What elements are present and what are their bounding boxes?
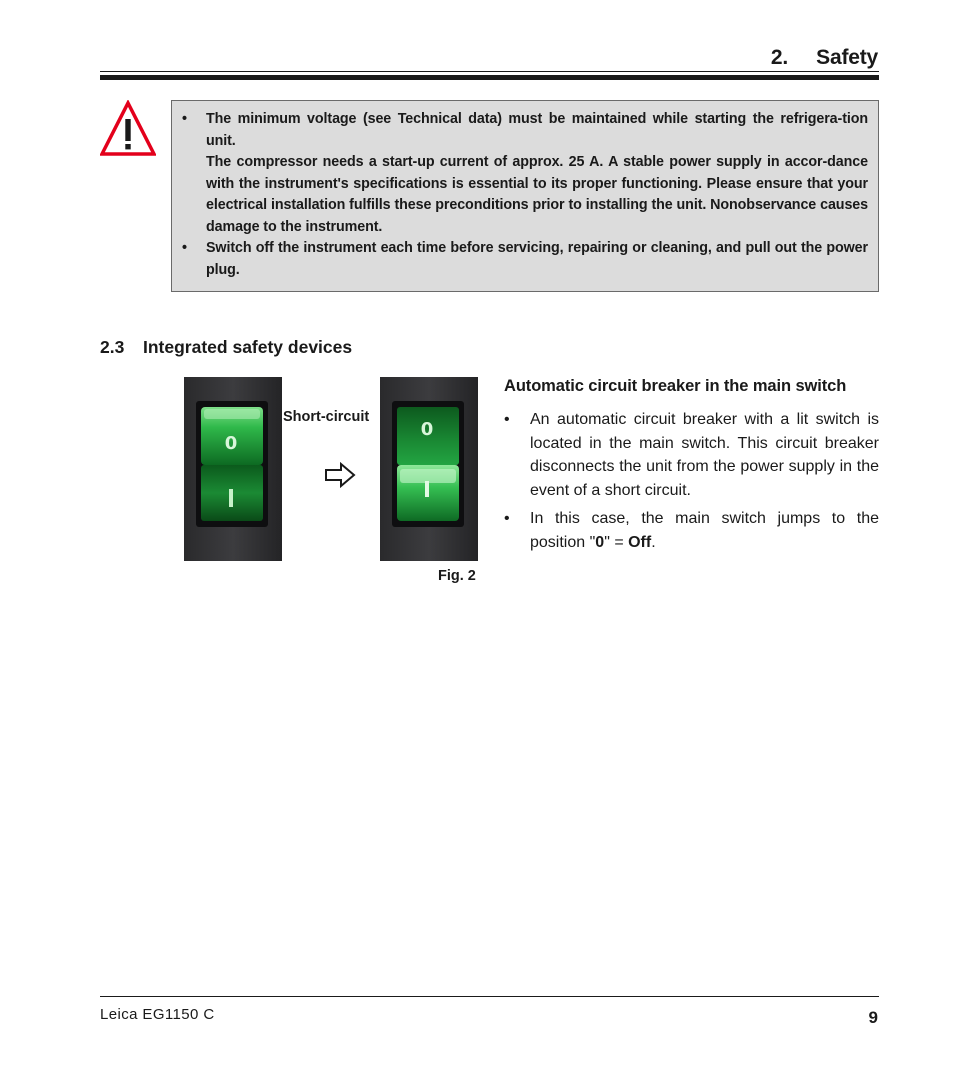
- warning-item-continuation: The compressor needs a start-up current of approx. 25 A. A stable power supply in accor-dance with the instrument's specifications is essential to its proper functioning. Please ensure that your electrical installation fulfills these preconditions prior to installing the unit. Nonobservance causes damage to the instrument.: [206, 154, 868, 235]
- warning-box: [171, 100, 879, 292]
- bullet-item: • An automatic circuit breaker with a lit switch is located in the main switch. This circuit breaker disconnects the unit from the power supply in the event of a short circuit.: [504, 408, 879, 502]
- footer-rule: [100, 996, 879, 997]
- switch-symbol-0: 0: [224, 433, 238, 454]
- header-rule-thick: [100, 75, 879, 80]
- warning-triangle-icon: [100, 100, 156, 158]
- subsection-heading: Automatic circuit breaker in the main switch: [504, 377, 847, 395]
- figure-caption: Fig. 2: [438, 568, 476, 584]
- bullet-text: " =: [604, 533, 629, 551]
- footer-product: Leica EG1150 C: [100, 1006, 215, 1023]
- bullet-item: [504, 507, 879, 554]
- arrow-right-outline-icon: [324, 462, 356, 488]
- header-rule-thin: [100, 71, 879, 72]
- chapter-heading: 2. Safety: [770, 46, 878, 69]
- section-number: 2.3: [100, 337, 125, 357]
- bullet-text: In this case, the main switch jumps to the position ": [530, 510, 879, 551]
- breaker-bullets: [504, 408, 879, 559]
- switch-photo-before: [184, 377, 282, 561]
- warning-item: [182, 238, 868, 281]
- off-value: Off: [628, 533, 652, 551]
- warning-item-text: • Switch off the instrument each time before servicing, repairing or cleaning, and pull out the power plug.: [206, 240, 868, 278]
- bullet-text: .: [651, 533, 656, 551]
- warning-list: [182, 109, 868, 281]
- zero-value: 0: [595, 533, 605, 551]
- switch-symbol-0: 0: [420, 419, 434, 440]
- warning-item: [182, 109, 868, 238]
- page-number: 9: [868, 1008, 878, 1027]
- short-circuit-label: Short-circuit: [283, 409, 370, 425]
- switch-photo-after: [380, 377, 478, 561]
- warning-item-text: • The minimum voltage (see Technical data) must be maintained while starting the refrigera-tion unit.: [206, 111, 868, 149]
- section-title: Integrated safety devices: [143, 337, 353, 357]
